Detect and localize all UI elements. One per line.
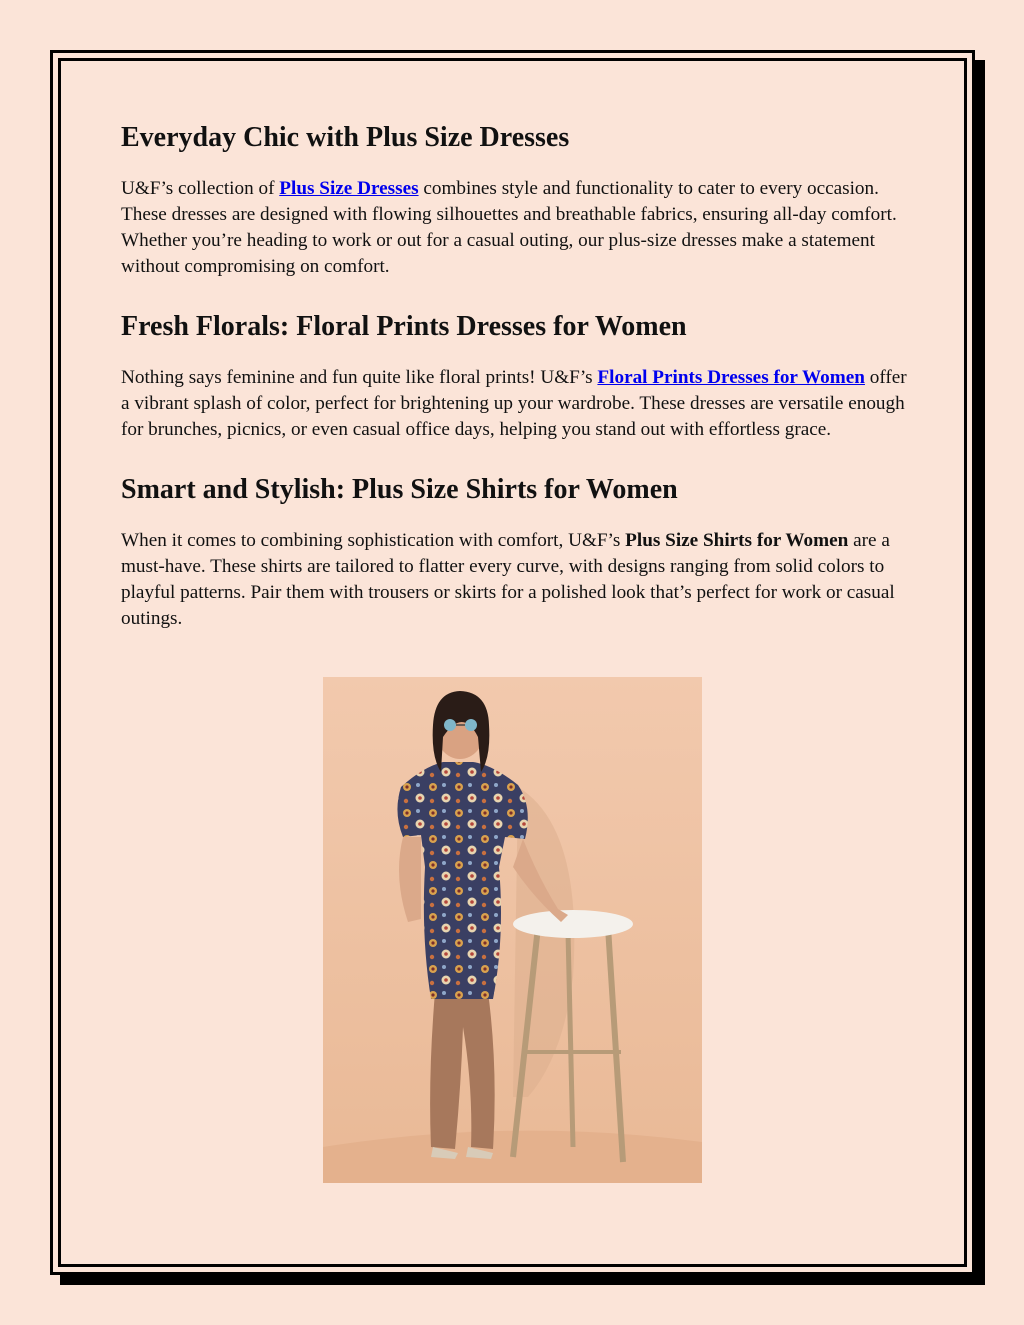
paragraph-text: U&F’s collection of bbox=[121, 178, 280, 199]
paragraph-text: combines style and functionality to cater to every occasion. These dresses are designed with flowing silhouettes and breathable fabrics, ensuring all-day comfort. Whether you’re heading to work or out for a casual outing, our plus-size dresses make a statement without compromising on comfort. bbox=[121, 178, 897, 277]
section-floral-prints bbox=[121, 307, 911, 443]
paragraph-text: are a must-have. These shirts are tailored to flatter every curve, with designs ranging from solid colors to playful patterns. Pair them with trousers or skirts for a polished look that’s perfect for work or casual outings. bbox=[121, 530, 895, 629]
paragraph-text: Nothing says feminine and fun quite like floral prints! U&F’s bbox=[121, 367, 598, 388]
paragraph-plus-size-dresses bbox=[121, 176, 911, 280]
heading-floral-prints: Fresh Florals: Floral Prints Dresses for Women bbox=[121, 311, 687, 342]
paragraph-text: offer a vibrant splash of color, perfect for brightening up your wardrobe. These dresses are versatile enough for brunches, picnics, or even casual office days, helping you stand out with effortless grace. bbox=[121, 367, 907, 440]
plus-size-shirts-bold: Plus Size Shirts for Women bbox=[625, 530, 849, 551]
section-plus-size-shirts bbox=[121, 470, 911, 632]
plus-size-dresses-link[interactable]: Plus Size Dresses bbox=[279, 178, 419, 199]
paragraph-plus-size-shirts bbox=[121, 528, 911, 632]
paragraph-text: When it comes to combining sophistication with comfort, U&F’s bbox=[121, 530, 626, 551]
paragraph-floral-prints bbox=[121, 365, 911, 443]
section-plus-size-dresses bbox=[121, 118, 911, 280]
heading-plus-size-shirts: Smart and Stylish: Plus Size Shirts for Women bbox=[121, 474, 678, 505]
model-photo-icon bbox=[323, 677, 702, 1183]
floral-prints-dresses-link[interactable]: Floral Prints Dresses for Women bbox=[597, 367, 865, 388]
document-content bbox=[121, 118, 911, 659]
heading-plus-size-dresses: Everyday Chic with Plus Size Dresses bbox=[121, 122, 570, 153]
